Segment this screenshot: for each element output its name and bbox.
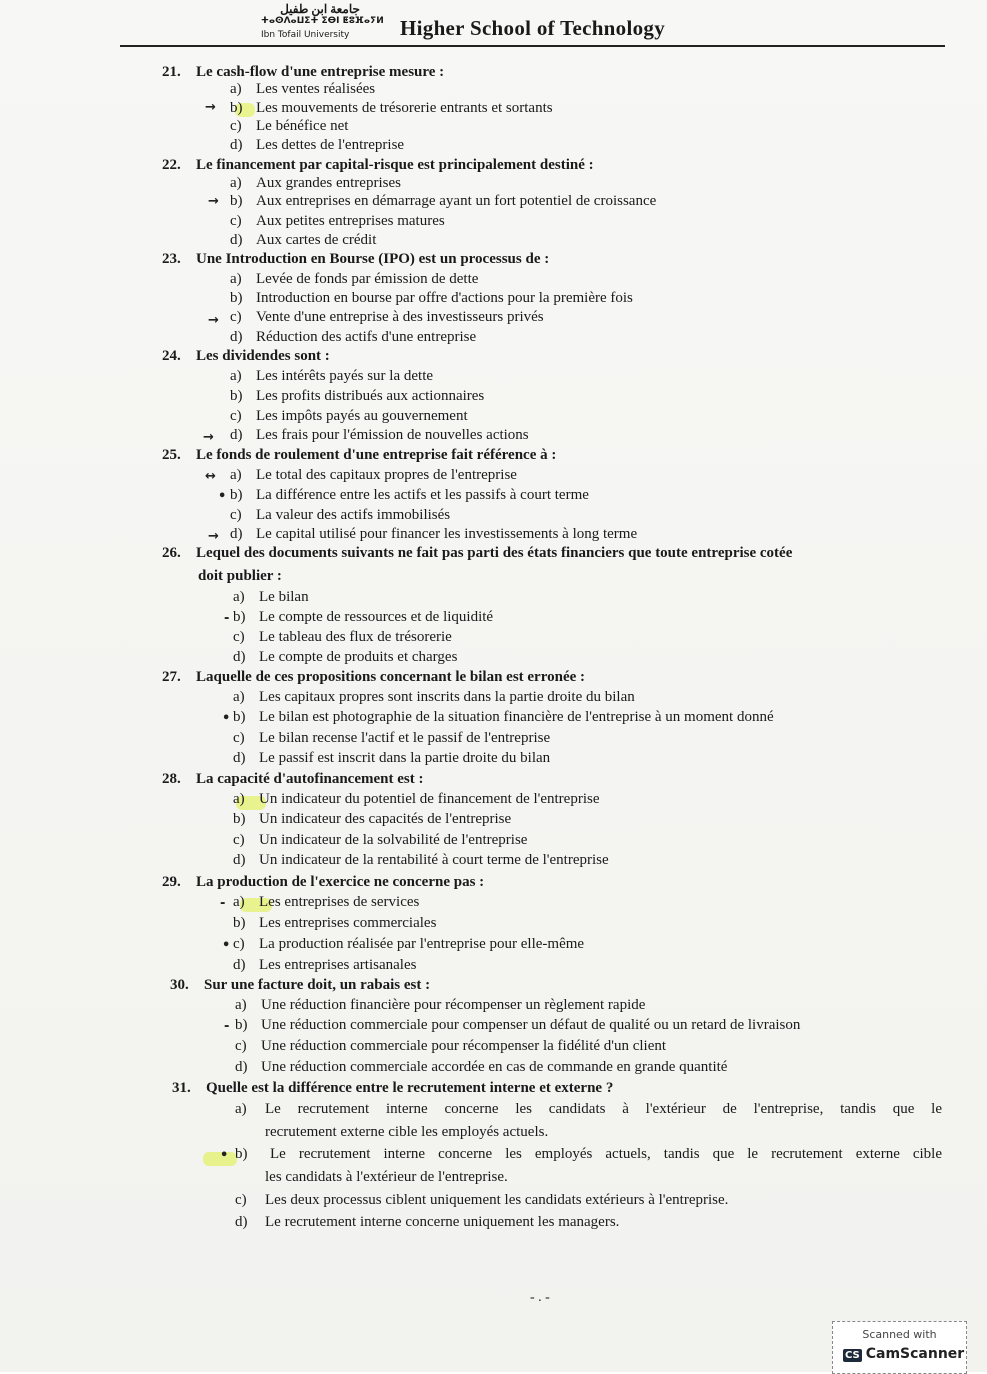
- option-31a-text: Le recrutement interne concerne les candidats à l'extérieur de l'entreprise, tandis que le: [265, 1101, 942, 1117]
- option-23b: b) Introduction en bourse par offre d'actions pour la première fois: [230, 290, 633, 306]
- option-27a: a) Les capitaux propres sont inscrits dans la partie droite du bilan: [233, 689, 635, 705]
- option-29c: c) La production réalisée par l'entreprise pour elle-même: [233, 936, 585, 952]
- option-24d: d) Les frais pour l'émission de nouvelles actions: [230, 427, 529, 443]
- option-27b: b) Le bilan est photographie de la situation financière de l'entreprise à un moment donné: [233, 709, 774, 725]
- header-divider: [120, 45, 945, 47]
- option-29b: b) Les entreprises commerciales: [233, 915, 437, 931]
- arrow-mark: →: [205, 100, 216, 115]
- dot-mark: •: [220, 1148, 229, 1163]
- camscanner-logo-icon: CS: [845, 1350, 860, 1361]
- option-30a: a) Une réduction financière pour récompenser un règlement rapide: [235, 997, 646, 1013]
- question-26-continued: doit publier :: [198, 568, 282, 584]
- option-23d: d) Réduction des actifs d'une entreprise: [230, 329, 477, 345]
- option-22a: a) Aux grandes entreprises: [230, 175, 401, 191]
- question-26: 26. Lequel des documents suivants ne fait pas parti des états financiers que toute entreprise cotée: [162, 545, 793, 561]
- option-24b: b) Les profits distribués aux actionnaires: [230, 388, 485, 404]
- page-number-marker: - . -: [530, 1290, 550, 1305]
- option-30b: b) Une réduction commerciale pour compenser un défaut de qualité ou un retard de livraison: [235, 1017, 801, 1033]
- question-29: 29. La production de l'exercice ne concerne pas :: [162, 874, 485, 890]
- question-25: 25. Le fonds de roulement d'une entreprise fait référence à :: [162, 447, 557, 463]
- option-21d: d) Les dettes de l'entreprise: [230, 137, 405, 153]
- option-25a: a) Le total des capitaux propres de l'entreprise: [230, 467, 517, 483]
- option-31b-text: Le recrutement interne concerne les employés actuels, tandis que le recrutement externe cible: [270, 1146, 942, 1162]
- option-31b-letter: b): [235, 1146, 248, 1162]
- dot-mark: •: [218, 489, 227, 504]
- option-28d: d) Un indicateur de la rentabilité à court terme de l'entreprise: [233, 852, 609, 868]
- option-21a: a) Les ventes réalisées: [230, 81, 376, 97]
- option-27c: c) Le bilan recense l'actif et le passif de l'entreprise: [233, 730, 551, 746]
- option-30c: c) Une réduction commerciale pour récompenser la fidélité d'un client: [235, 1038, 667, 1054]
- university-logo: [255, 2, 395, 46]
- dash-mark: -: [224, 1019, 230, 1034]
- scanned-with-label: Scanned with: [862, 1328, 937, 1341]
- option-27d: d) Le passif est inscrit dans la partie droite du bilan: [233, 750, 551, 766]
- option-31c: c) Les deux processus ciblent uniquement les candidats extérieurs à l'entreprise.: [235, 1192, 729, 1208]
- option-25c: c) La valeur des actifs immobilisés: [230, 507, 451, 523]
- arrow-mark: ↔: [205, 469, 216, 484]
- option-28b: b) Un indicateur des capacités de l'entreprise: [233, 811, 512, 827]
- option-26b: b) Le compte de ressources et de liquidité: [233, 609, 494, 625]
- arrow-mark: →: [208, 313, 219, 328]
- option-22c: c) Aux petites entreprises matures: [230, 213, 445, 229]
- option-24c: c) Les impôts payés au gouvernement: [230, 408, 468, 424]
- arrow-mark: →: [208, 529, 219, 544]
- option-29a: a) Les entreprises de services: [233, 894, 420, 910]
- option-23c: c) Vente d'une entreprise à des investisseurs privés: [230, 309, 544, 325]
- option-22b: b) Aux entreprises en démarrage ayant un fort potentiel de croissance: [230, 193, 657, 209]
- option-31b-text-continued: les candidats à l'extérieur de l'entreprise.: [265, 1169, 508, 1185]
- question-24: 24. Les dividendes sont :: [162, 348, 330, 364]
- camscanner-name: CamScanner: [865, 1346, 965, 1362]
- option-24a: a) Les intérêts payés sur la dette: [230, 368, 434, 384]
- option-30d: d) Une réduction commerciale accordée en cas de commande en grande quantité: [235, 1059, 728, 1075]
- arrow-mark: →: [208, 194, 219, 209]
- option-26c: c) Le tableau des flux de trésorerie: [233, 629, 452, 645]
- option-31a-letter: a): [235, 1101, 247, 1117]
- question-28: 28. La capacité d'autofinancement est :: [162, 771, 424, 787]
- question-31: 31. Quelle est la différence entre le recrutement interne et externe ?: [172, 1080, 614, 1096]
- option-25d: d) Le capital utilisé pour financer les investissements à long terme: [230, 526, 638, 542]
- question-27: 27. Laquelle de ces propositions concernant le bilan est erronée :: [162, 669, 586, 685]
- dash-mark: -: [220, 896, 226, 911]
- logo-arabic-text: جامعة ابن طفيل: [280, 2, 360, 16]
- option-25b: b) La différence entre les actifs et les passifs à court terme: [230, 487, 589, 503]
- option-26d: d) Le compte de produits et charges: [233, 649, 458, 665]
- option-29d: d) Les entreprises artisanales: [233, 957, 417, 973]
- question-22: 22. Le financement par capital-risque est principalement destiné :: [162, 157, 594, 173]
- option-28c: c) Un indicateur de la solvabilité de l'entreprise: [233, 832, 528, 848]
- dot-mark: •: [222, 711, 231, 726]
- logo-english-text: Ibn Tofail University: [261, 30, 350, 40]
- dash-mark: -: [224, 611, 230, 626]
- question-30: 30. Sur une facture doit, un rabais est :: [170, 977, 431, 993]
- dot-mark: •: [222, 938, 231, 953]
- option-26a: a) Le bilan: [233, 589, 309, 605]
- camscanner-brand: [843, 1346, 964, 1362]
- page-header: [255, 2, 755, 46]
- question-21: 21. Le cash-flow d'une entreprise mesure :: [162, 64, 445, 80]
- option-28a: a) Un indicateur du potentiel de financement de l'entreprise: [233, 791, 600, 807]
- option-31d: d) Le recrutement interne concerne uniquement les managers.: [235, 1214, 620, 1230]
- school-name: Higher School of Technology: [400, 16, 666, 40]
- camscanner-watermark: [832, 1321, 967, 1374]
- logo-tifinagh-text: ⵜⴰⵙⴷⴰⵡⵉⵜ ⵉⴱⵏ ⵟⵓⴼⴰⵢⵍ: [261, 16, 384, 26]
- arrow-mark: →: [203, 430, 214, 445]
- option-31a-text-continued: recrutement externe cible les employés actuels.: [265, 1124, 549, 1140]
- option-21b: b) Les mouvements de trésorerie entrants et sortants: [230, 100, 553, 116]
- option-23a: a) Levée de fonds par émission de dette: [230, 271, 479, 287]
- question-23: 23. Une Introduction en Bourse (IPO) est un processus de :: [162, 251, 550, 267]
- option-22d: d) Aux cartes de crédit: [230, 232, 377, 248]
- option-21c: c) Le bénéfice net: [230, 118, 349, 134]
